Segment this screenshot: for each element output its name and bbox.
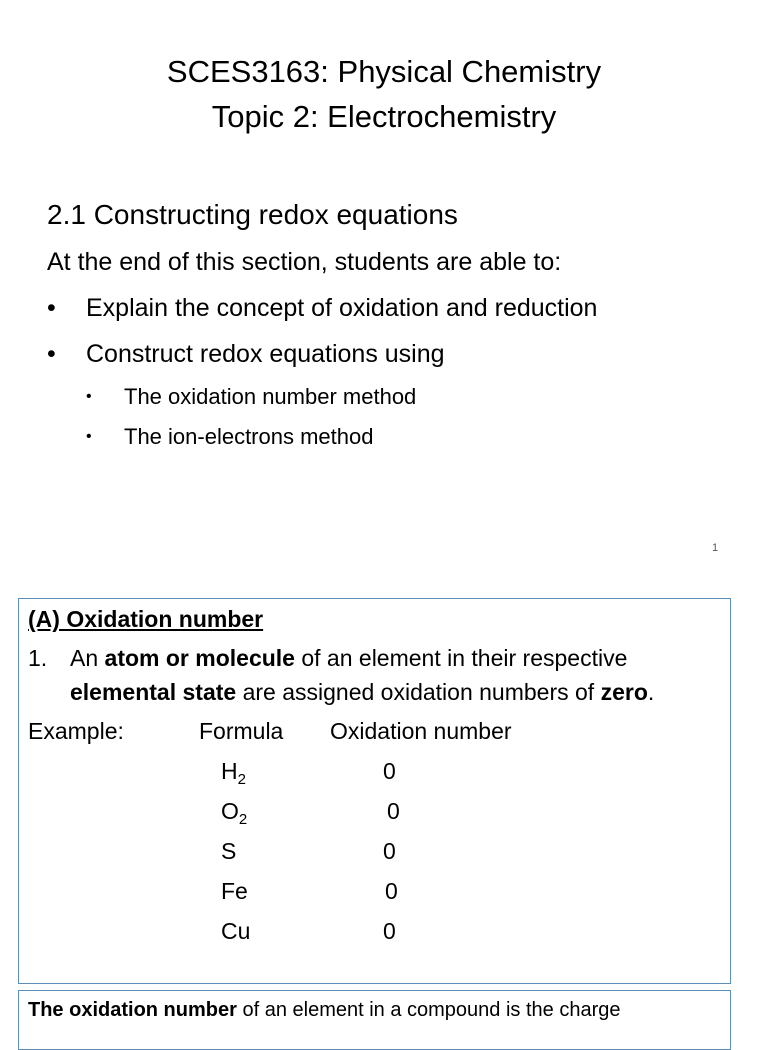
page-number: 1: [712, 542, 719, 554]
sub-bullet-text: The ion-electrons method: [124, 424, 374, 449]
rule-text: .: [647, 679, 655, 705]
definition-bold-text: The oxidation number: [28, 999, 237, 1021]
rule-text: of an element in their respective: [294, 645, 628, 671]
sub-bullet-text: The oxidation number method: [124, 384, 417, 409]
bullet-icon: •: [47, 340, 56, 368]
slide-3-text: [28, 995, 620, 1025]
formula-cell: S: [221, 838, 237, 864]
formula-cell: Fe: [221, 878, 248, 904]
oxidation-cell: 0: [385, 878, 398, 904]
formula-cell: [221, 756, 246, 786]
formula-symbol: O: [221, 798, 239, 824]
rule-bold-text: elemental state: [70, 679, 237, 705]
oxidation-cell: 0: [387, 798, 400, 824]
bullet-item: [47, 338, 445, 370]
formula-subscript: 2: [237, 771, 246, 788]
definition-text: of an element in a compound is the charge: [236, 999, 621, 1021]
formula-symbol: H: [221, 758, 238, 784]
slide-title-line-1: SCES3163: Physical Chemistry: [166, 54, 602, 89]
bullet-text: Explain the concept of oxidation and reduction: [86, 294, 598, 322]
sub-bullet-item: [86, 383, 416, 411]
slide-3-box: [18, 990, 731, 1050]
slide-2-heading: (A) Oxidation number: [28, 606, 264, 632]
bullet-icon: •: [86, 428, 92, 445]
bullet-icon: •: [86, 388, 92, 405]
bullet-icon: •: [47, 294, 56, 322]
formula-subscript: 2: [238, 811, 248, 828]
rule-1-line-1: [28, 643, 627, 673]
rule-text: are assigned oxidation numbers of: [236, 679, 601, 705]
slide-title-line-2: Topic 2: Electrochemistry: [211, 99, 557, 134]
column-header-formula: Formula: [199, 718, 284, 744]
slide-2-box: [18, 598, 731, 984]
column-header-oxidation: Oxidation number: [330, 718, 512, 744]
section-heading: 2.1 Constructing redox equations: [47, 199, 458, 230]
oxidation-cell: 0: [383, 918, 396, 944]
bullet-text: Construct redox equations using: [86, 340, 445, 368]
rule-bold-text: atom or molecule: [104, 645, 295, 671]
sub-bullet-item: [86, 423, 373, 451]
formula-cell: [221, 796, 247, 826]
intro-text: At the end of this section, students are able to:: [47, 248, 562, 276]
rule-1-line-2: [70, 677, 654, 707]
rule-number: 1.: [28, 645, 48, 671]
formula-cell: Cu: [221, 918, 251, 944]
example-label: Example:: [28, 718, 124, 744]
rule-text: An: [70, 645, 105, 671]
oxidation-cell: 0: [383, 758, 396, 784]
bullet-item: [47, 292, 597, 324]
rule-bold-text: zero: [600, 679, 648, 705]
oxidation-cell: 0: [383, 838, 396, 864]
